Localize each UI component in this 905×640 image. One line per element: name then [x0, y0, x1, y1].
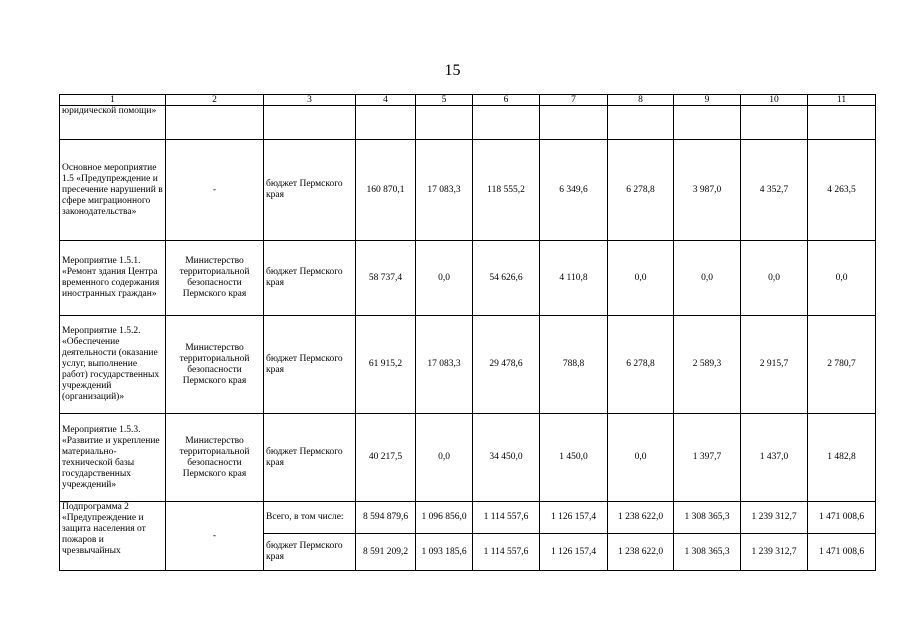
activity-name: Мероприятие 1.5.2. «Обеспечение деятельности (оказание услуг, выполнение работ) государственных учреждений (организаций)» — [60, 316, 166, 414]
value-cell: 1 238 622,0 — [608, 502, 674, 534]
value-cell: 61 915,2 — [356, 316, 416, 414]
header-cell: 10 — [741, 95, 808, 106]
funding-source: бюджет Пермского края — [264, 241, 356, 316]
value-cell: 1 239 312,7 — [741, 534, 808, 571]
value-cell: 1 126 157,4 — [540, 502, 608, 534]
value-cell: 1 471 008,6 — [808, 502, 876, 534]
value-cell: 29 478,6 — [473, 316, 540, 414]
table-row — [60, 414, 876, 502]
funding-source: бюджет Пермского края — [264, 316, 356, 414]
header-cell: 1 — [60, 95, 166, 106]
executor-cell: Министерство территориальной безопасности Пермского края — [166, 241, 264, 316]
value-cell: 6 278,8 — [608, 316, 674, 414]
executor-cell — [166, 106, 264, 140]
table-row — [60, 140, 876, 241]
value-cell: 1 471 008,6 — [808, 534, 876, 571]
table-row — [60, 502, 876, 534]
value-cell — [741, 106, 808, 140]
value-cell: 4 110,8 — [540, 241, 608, 316]
value-cell: 0,0 — [808, 241, 876, 316]
value-cell: 58 737,4 — [356, 241, 416, 316]
value-cell: 1 093 185,6 — [416, 534, 473, 571]
value-cell: 0,0 — [674, 241, 741, 316]
value-cell: 1 397,7 — [674, 414, 741, 502]
header-cell: 9 — [674, 95, 741, 106]
value-cell: 3 987,0 — [674, 140, 741, 241]
value-cell: 4 352,7 — [741, 140, 808, 241]
activity-name: Мероприятие 1.5.3. «Развитие и укрепление материально-технической базы государственных учреждений» — [60, 414, 166, 502]
activity-name: Подпрограмма 2 «Предупреждение и защита населения от пожаров и чрезвычайных — [60, 502, 166, 571]
header-cell: 5 — [416, 95, 473, 106]
value-cell: 0,0 — [416, 414, 473, 502]
header-cell: 4 — [356, 95, 416, 106]
value-cell: 2 915,7 — [741, 316, 808, 414]
budget-table — [59, 94, 876, 571]
funding-source — [264, 106, 356, 140]
value-cell: 17 083,3 — [416, 140, 473, 241]
value-cell: 40 217,5 — [356, 414, 416, 502]
funding-source: бюджет Пермского края — [264, 414, 356, 502]
value-cell: 0,0 — [741, 241, 808, 316]
value-cell: 0,0 — [416, 241, 473, 316]
value-cell: 1 450,0 — [540, 414, 608, 502]
value-cell: 1 126 157,4 — [540, 534, 608, 571]
funding-source: бюджет Пермского края — [264, 534, 356, 571]
value-cell: 34 450,0 — [473, 414, 540, 502]
funding-source: Всего, в том числе: — [264, 502, 356, 534]
table-row — [60, 241, 876, 316]
executor-cell: - — [166, 502, 264, 571]
value-cell: 2 780,7 — [808, 316, 876, 414]
executor-cell: Министерство территориальной безопасности Пермского края — [166, 316, 264, 414]
activity-name: Мероприятие 1.5.1. «Ремонт здания Центра временного содержания иностранных граждан» — [60, 241, 166, 316]
header-cell: 8 — [608, 95, 674, 106]
header-cell: 6 — [473, 95, 540, 106]
value-cell — [674, 106, 741, 140]
table-row — [60, 316, 876, 414]
header-cell: 11 — [808, 95, 876, 106]
activity-name: Основное мероприятие 1.5 «Предупреждение и пресечение нарушений в сфере миграционного законодательства» — [60, 140, 166, 241]
value-cell: 160 870,1 — [356, 140, 416, 241]
value-cell: 6 349,6 — [540, 140, 608, 241]
header-cell: 2 — [166, 95, 264, 106]
funding-source: бюджет Пермского края — [264, 140, 356, 241]
value-cell: 6 278,8 — [608, 140, 674, 241]
value-cell: 1 239 312,7 — [741, 502, 808, 534]
value-cell — [808, 106, 876, 140]
value-cell: 4 263,5 — [808, 140, 876, 241]
value-cell: 1 308 365,3 — [674, 534, 741, 571]
table-row — [60, 106, 876, 140]
value-cell: 788,8 — [540, 316, 608, 414]
header-cell: 7 — [540, 95, 608, 106]
value-cell: 1 437,0 — [741, 414, 808, 502]
value-cell: 118 555,2 — [473, 140, 540, 241]
value-cell: 0,0 — [608, 414, 674, 502]
value-cell: 1 114 557,6 — [473, 534, 540, 571]
value-cell — [416, 106, 473, 140]
value-cell — [356, 106, 416, 140]
value-cell: 8 591 209,2 — [356, 534, 416, 571]
header-cell: 3 — [264, 95, 356, 106]
value-cell: 54 626,6 — [473, 241, 540, 316]
activity-name: юридической помощи» — [60, 106, 166, 140]
value-cell: 1 482,8 — [808, 414, 876, 502]
value-cell: 1 238 622,0 — [608, 534, 674, 571]
value-cell: 2 589,3 — [674, 316, 741, 414]
executor-cell: Министерство территориальной безопасности Пермского края — [166, 414, 264, 502]
value-cell — [473, 106, 540, 140]
value-cell: 0,0 — [608, 241, 674, 316]
value-cell — [540, 106, 608, 140]
header-row — [60, 95, 876, 106]
value-cell: 17 083,3 — [416, 316, 473, 414]
value-cell: 1 114 557,6 — [473, 502, 540, 534]
value-cell — [608, 106, 674, 140]
value-cell: 1 308 365,3 — [674, 502, 741, 534]
value-cell: 8 594 879,6 — [356, 502, 416, 534]
value-cell: 1 096 856,0 — [416, 502, 473, 534]
executor-cell: - — [166, 140, 264, 241]
page-number: 15 — [444, 62, 461, 79]
